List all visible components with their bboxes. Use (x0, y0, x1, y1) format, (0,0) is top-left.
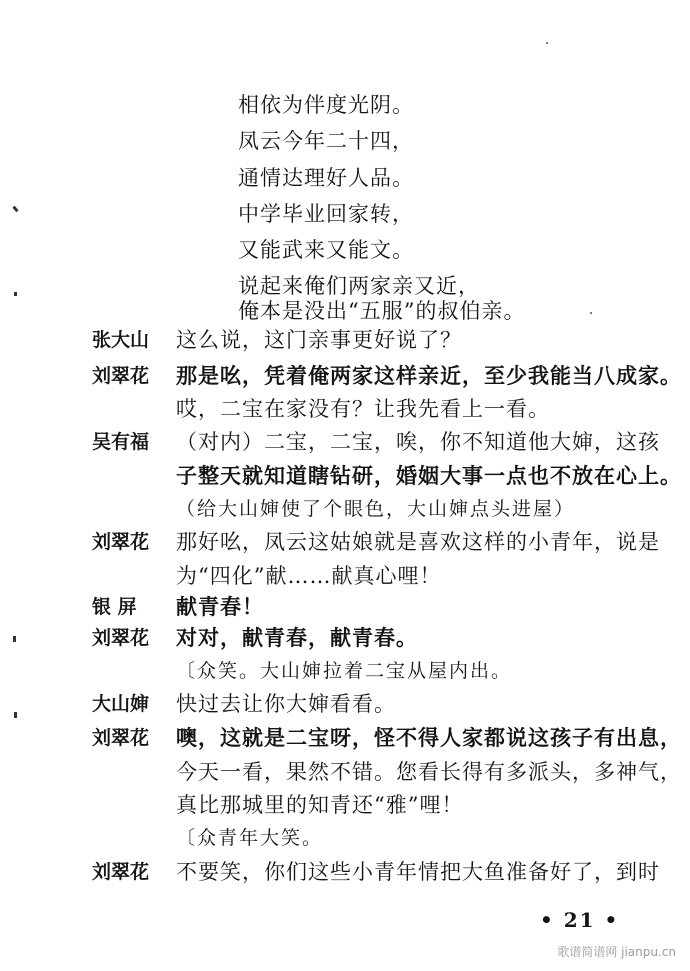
verse-line: 凤云今年二十四， (238, 129, 414, 153)
dialogue-line: 那好吆，凤云这姑娘就是喜欢这样的小青年，说是 (176, 530, 660, 554)
dialogue-line: 献青春！ (176, 594, 264, 619)
verse-line: 相依为伴度光阴。 (238, 93, 414, 117)
dialogue-line: 真比那城里的知青还“雅”哩！ (176, 793, 464, 817)
dialogue-line: （对内）二宝，二宝，唉，你不知道他大婶，这孩 (176, 430, 660, 454)
dialogue-line: 为“四化”献……献真心哩！ (176, 564, 442, 588)
dialogue-line: 对对，献青春，献青春。 (176, 625, 418, 650)
verse-line: 中学毕业回家转， (238, 202, 414, 226)
speaker-label: 刘翠花 (92, 727, 150, 749)
scan-dot (546, 42, 548, 44)
dialogue-line: 噢，这就是二宝呀，怪不得人家都说这孩子有出息， (176, 725, 682, 750)
scan-mark (13, 636, 16, 642)
verse-line: 又能武来又能文。 (238, 238, 414, 262)
dialogue-line: 今天一看，果然不错。您看长得有多派头，多神气， (176, 760, 682, 784)
speaker-label: 吴有福 (92, 431, 150, 453)
scan-mark (12, 206, 18, 213)
speaker-label: 大山婶 (92, 693, 150, 715)
stage-direction: 〔众笑。大山婶拉着二宝从屋内出。 (176, 660, 513, 682)
dialogue-line: 快过去让你大婶看看。 (176, 692, 396, 716)
verse-line: 通情达理好人品。 (238, 166, 414, 190)
speaker-label: 刘翠花 (92, 365, 150, 387)
verse-line: 说起来俺们两家亲又近， (238, 274, 480, 298)
verse-line: 俺本是没出“五服”的叔伯亲。 (238, 299, 526, 323)
dialogue-line: 子整天就知道瞎钻研，婚姻大事一点也不放在心上。 (176, 463, 682, 488)
scan-dot (590, 312, 592, 314)
speaker-label: 刘翠花 (92, 531, 150, 553)
dialogue-line: 哎，二宝在家没有？让我先看上一看。 (176, 397, 550, 421)
dialogue-line: 那是吆，凭着俺两家这样亲近，至少我能当八成家。 (176, 363, 682, 388)
speaker-label: 刘翠花 (92, 627, 150, 649)
speaker-label: 刘翠花 (92, 861, 150, 883)
scan-mark (14, 292, 17, 296)
dialogue-line: 不要笑，你们这些小青年情把大鱼准备好了，到时 (176, 860, 660, 884)
speaker-label: 张大山 (92, 329, 150, 351)
page-number: • 21 • (540, 908, 620, 932)
scan-mark (14, 712, 17, 718)
stage-direction: 〔众青年大笑。 (176, 827, 324, 849)
stage-direction: （给大山婶使了个眼色，大山婶点头进屋） (176, 498, 576, 520)
watermark: 歌谱简谱网 jianpu.cn (557, 945, 676, 959)
speaker-label: 银 屏 (92, 596, 137, 618)
dialogue-line: 这么说，这门亲事更好说了？ (176, 328, 462, 352)
